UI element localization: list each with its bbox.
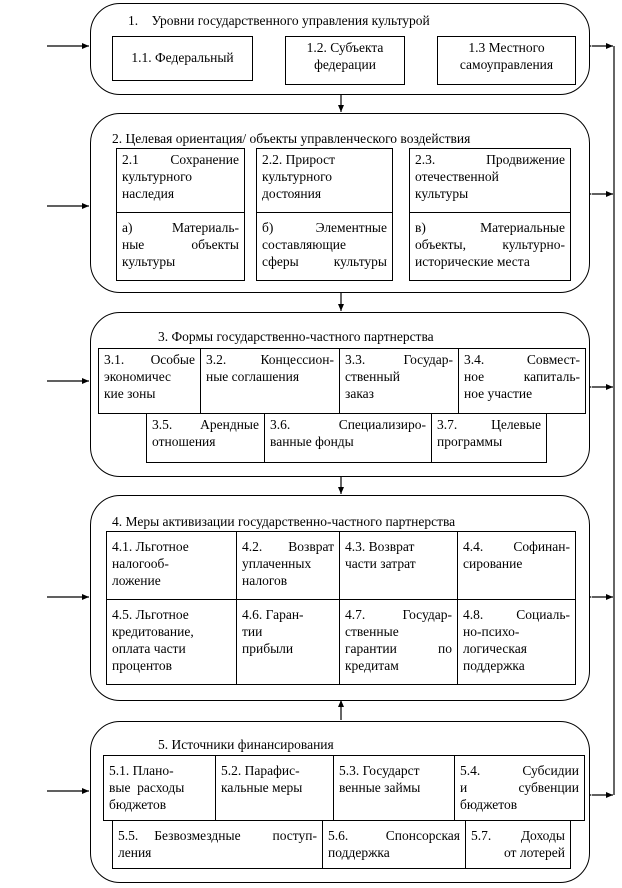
cell-line: ные соглашения bbox=[206, 369, 300, 384]
cell-line: сирование bbox=[463, 556, 523, 571]
cell-line: 1.2. Субъекта bbox=[306, 40, 384, 55]
measure-credit-guarantee bbox=[339, 599, 458, 685]
cell-line: уплаченных bbox=[242, 556, 312, 571]
form-sez bbox=[98, 348, 201, 414]
cell-line: но-психо- bbox=[463, 624, 520, 639]
cell-line: 3.1. Особые bbox=[104, 352, 195, 367]
cell-line: венные займы bbox=[339, 780, 421, 795]
cell-line: отношения bbox=[152, 434, 216, 449]
cell-line: самоуправления bbox=[459, 57, 554, 72]
cell-line: ванные фонды bbox=[270, 434, 354, 449]
cell-line: налогов bbox=[242, 573, 288, 588]
source-sponsorship bbox=[322, 820, 466, 869]
cell-line: исторические места bbox=[415, 254, 530, 269]
target-heritage bbox=[116, 148, 245, 213]
cell-line: 3.4. Совмест- bbox=[464, 352, 580, 367]
block-levels-title: 1. Уровни государственного управления культурой bbox=[128, 13, 430, 28]
measure-tax-benefit bbox=[106, 531, 237, 600]
object-material bbox=[116, 212, 245, 281]
cell-line: прибыли bbox=[242, 641, 294, 656]
cell-line: оплата части bbox=[112, 641, 186, 656]
cell-line: составляющие bbox=[262, 237, 346, 252]
cell-line: 4.7. Государ- bbox=[345, 607, 452, 622]
cell-line: 3.2. Концессион- bbox=[206, 352, 334, 367]
source-subsidies bbox=[454, 755, 585, 821]
measure-profit-guarantee bbox=[236, 599, 340, 685]
cell-line: и субвенции bbox=[460, 780, 579, 795]
cell-line: 4.8. Социаль- bbox=[463, 607, 570, 622]
cell-line: а) Материаль- bbox=[122, 220, 239, 235]
cell-line: 5.5. Безвозмездные поступ- bbox=[118, 828, 317, 843]
measure-cofinancing bbox=[457, 531, 576, 600]
cell-line: 5.1. Плано- bbox=[109, 763, 174, 778]
block-measures-title: 4. Меры активизации государственно-частного партнерства bbox=[112, 514, 456, 529]
source-planned-budget bbox=[103, 755, 216, 821]
cell-line: 4.3. Возврат bbox=[345, 539, 415, 554]
cell-line: ное участие bbox=[464, 386, 533, 401]
cell-line: 5.4. Субсидии bbox=[460, 763, 579, 778]
object-places bbox=[409, 212, 571, 281]
cell-line: вые расходы bbox=[109, 780, 185, 795]
cell-line: бюджетов bbox=[460, 797, 518, 812]
cell-line: поддержка bbox=[463, 658, 525, 673]
cell-line: бюджетов bbox=[109, 797, 167, 812]
cell-line: 4.1. Льготное bbox=[112, 539, 189, 554]
object-elements bbox=[256, 212, 393, 281]
target-promotion bbox=[409, 148, 571, 213]
cell-line: наследия bbox=[122, 186, 175, 201]
measure-tax-return bbox=[236, 531, 340, 600]
cell-line: кредитам bbox=[345, 658, 399, 673]
form-special-funds bbox=[264, 413, 432, 463]
block-forms-title: 3. Формы государственно-частного партнерства bbox=[158, 329, 434, 344]
cell-line: 3.5. Арендные bbox=[152, 417, 259, 432]
cell-line: 3.6. Специализиро- bbox=[270, 417, 426, 432]
cell-line: в) Материальные bbox=[415, 220, 565, 235]
cell-line: 5.7. Доходы bbox=[471, 828, 565, 843]
cell-line: 5.2. Парафис- bbox=[221, 763, 300, 778]
source-parafiscal bbox=[215, 755, 334, 821]
cell-line: процентов bbox=[112, 658, 173, 673]
form-state-order bbox=[339, 348, 459, 414]
measure-social-support bbox=[457, 599, 576, 685]
form-concession bbox=[200, 348, 340, 414]
measure-cost-return bbox=[339, 531, 458, 600]
cell-line: ложение bbox=[112, 573, 161, 588]
cell-line: экономичес bbox=[104, 369, 172, 384]
cell-line: отечественной bbox=[415, 169, 499, 184]
cell-line: объекты, культурно- bbox=[415, 237, 565, 252]
cell-line: 3.3. Государ- bbox=[345, 352, 453, 367]
cell-line: 2.3. Продвижение bbox=[415, 152, 565, 167]
cell-line: программы bbox=[437, 434, 503, 449]
cell-line: 3.7. Целевые bbox=[437, 417, 541, 432]
form-target-programs bbox=[431, 413, 547, 463]
cell-line: 2.1 Сохранение bbox=[122, 152, 239, 167]
cell-line: поддержка bbox=[328, 845, 390, 860]
cell-line: налогооб- bbox=[112, 556, 169, 571]
cell-line: 4.5. Льготное bbox=[112, 607, 189, 622]
cell-line: 5.3. Государст bbox=[339, 763, 420, 778]
cell-line: культуры bbox=[122, 254, 176, 269]
cell-line: 5.6. Спонсорская bbox=[328, 828, 460, 843]
cell-line: кие зоны bbox=[104, 386, 156, 401]
cell-line: части затрат bbox=[345, 556, 416, 571]
form-lease bbox=[146, 413, 265, 463]
cell-line: от лотерей bbox=[503, 845, 565, 860]
source-state-loans bbox=[333, 755, 455, 821]
source-lottery bbox=[465, 820, 571, 869]
cell-line: федерации bbox=[314, 57, 376, 72]
left-input-arrows bbox=[47, 46, 89, 791]
block-sources-title: 5. Источники финансирования bbox=[158, 737, 334, 752]
cell-line: достояния bbox=[262, 186, 322, 201]
target-growth bbox=[256, 148, 393, 213]
cell-line: кальные меры bbox=[221, 780, 303, 795]
form-joint-capital bbox=[458, 348, 586, 414]
cell-line: логическая bbox=[463, 641, 527, 656]
cell-line: гарантии по bbox=[345, 641, 452, 656]
cell-line: ственный bbox=[345, 369, 400, 384]
source-donations bbox=[112, 820, 323, 869]
cell-line: 4.6. Гаран- bbox=[242, 607, 304, 622]
cell-line: 2.2. Прирост bbox=[262, 152, 336, 167]
cell-line: культуры bbox=[415, 186, 469, 201]
level-federal bbox=[112, 36, 253, 81]
cell-line: ное капиталь- bbox=[464, 369, 580, 384]
cell-line: ные объекты bbox=[122, 237, 239, 252]
cell-line: 1.3 Местного bbox=[468, 40, 545, 55]
block-targets-title: 2. Целевая ориентация/ объекты управленческого воздействия bbox=[112, 131, 471, 146]
cell-line: ления bbox=[118, 845, 152, 860]
cell-line: 1.1. Федеральный bbox=[131, 50, 234, 65]
cell-line: заказ bbox=[345, 386, 375, 401]
cell-line: культурного bbox=[122, 169, 193, 184]
cell-line: сферы культуры bbox=[262, 254, 387, 269]
level-local bbox=[437, 36, 576, 85]
level-region bbox=[285, 36, 405, 85]
cell-line: б) Элементные bbox=[262, 220, 387, 235]
cell-line: тии bbox=[242, 624, 263, 639]
right-double-arrows bbox=[592, 46, 613, 795]
cell-line: 4.4. Софинан- bbox=[463, 539, 570, 554]
cell-line: культурного bbox=[262, 169, 333, 184]
cell-line: 4.2. Возврат bbox=[242, 539, 334, 554]
cell-line: ственные bbox=[345, 624, 399, 639]
measure-credit-benefit bbox=[106, 599, 237, 685]
cell-line: кредитование, bbox=[112, 624, 194, 639]
